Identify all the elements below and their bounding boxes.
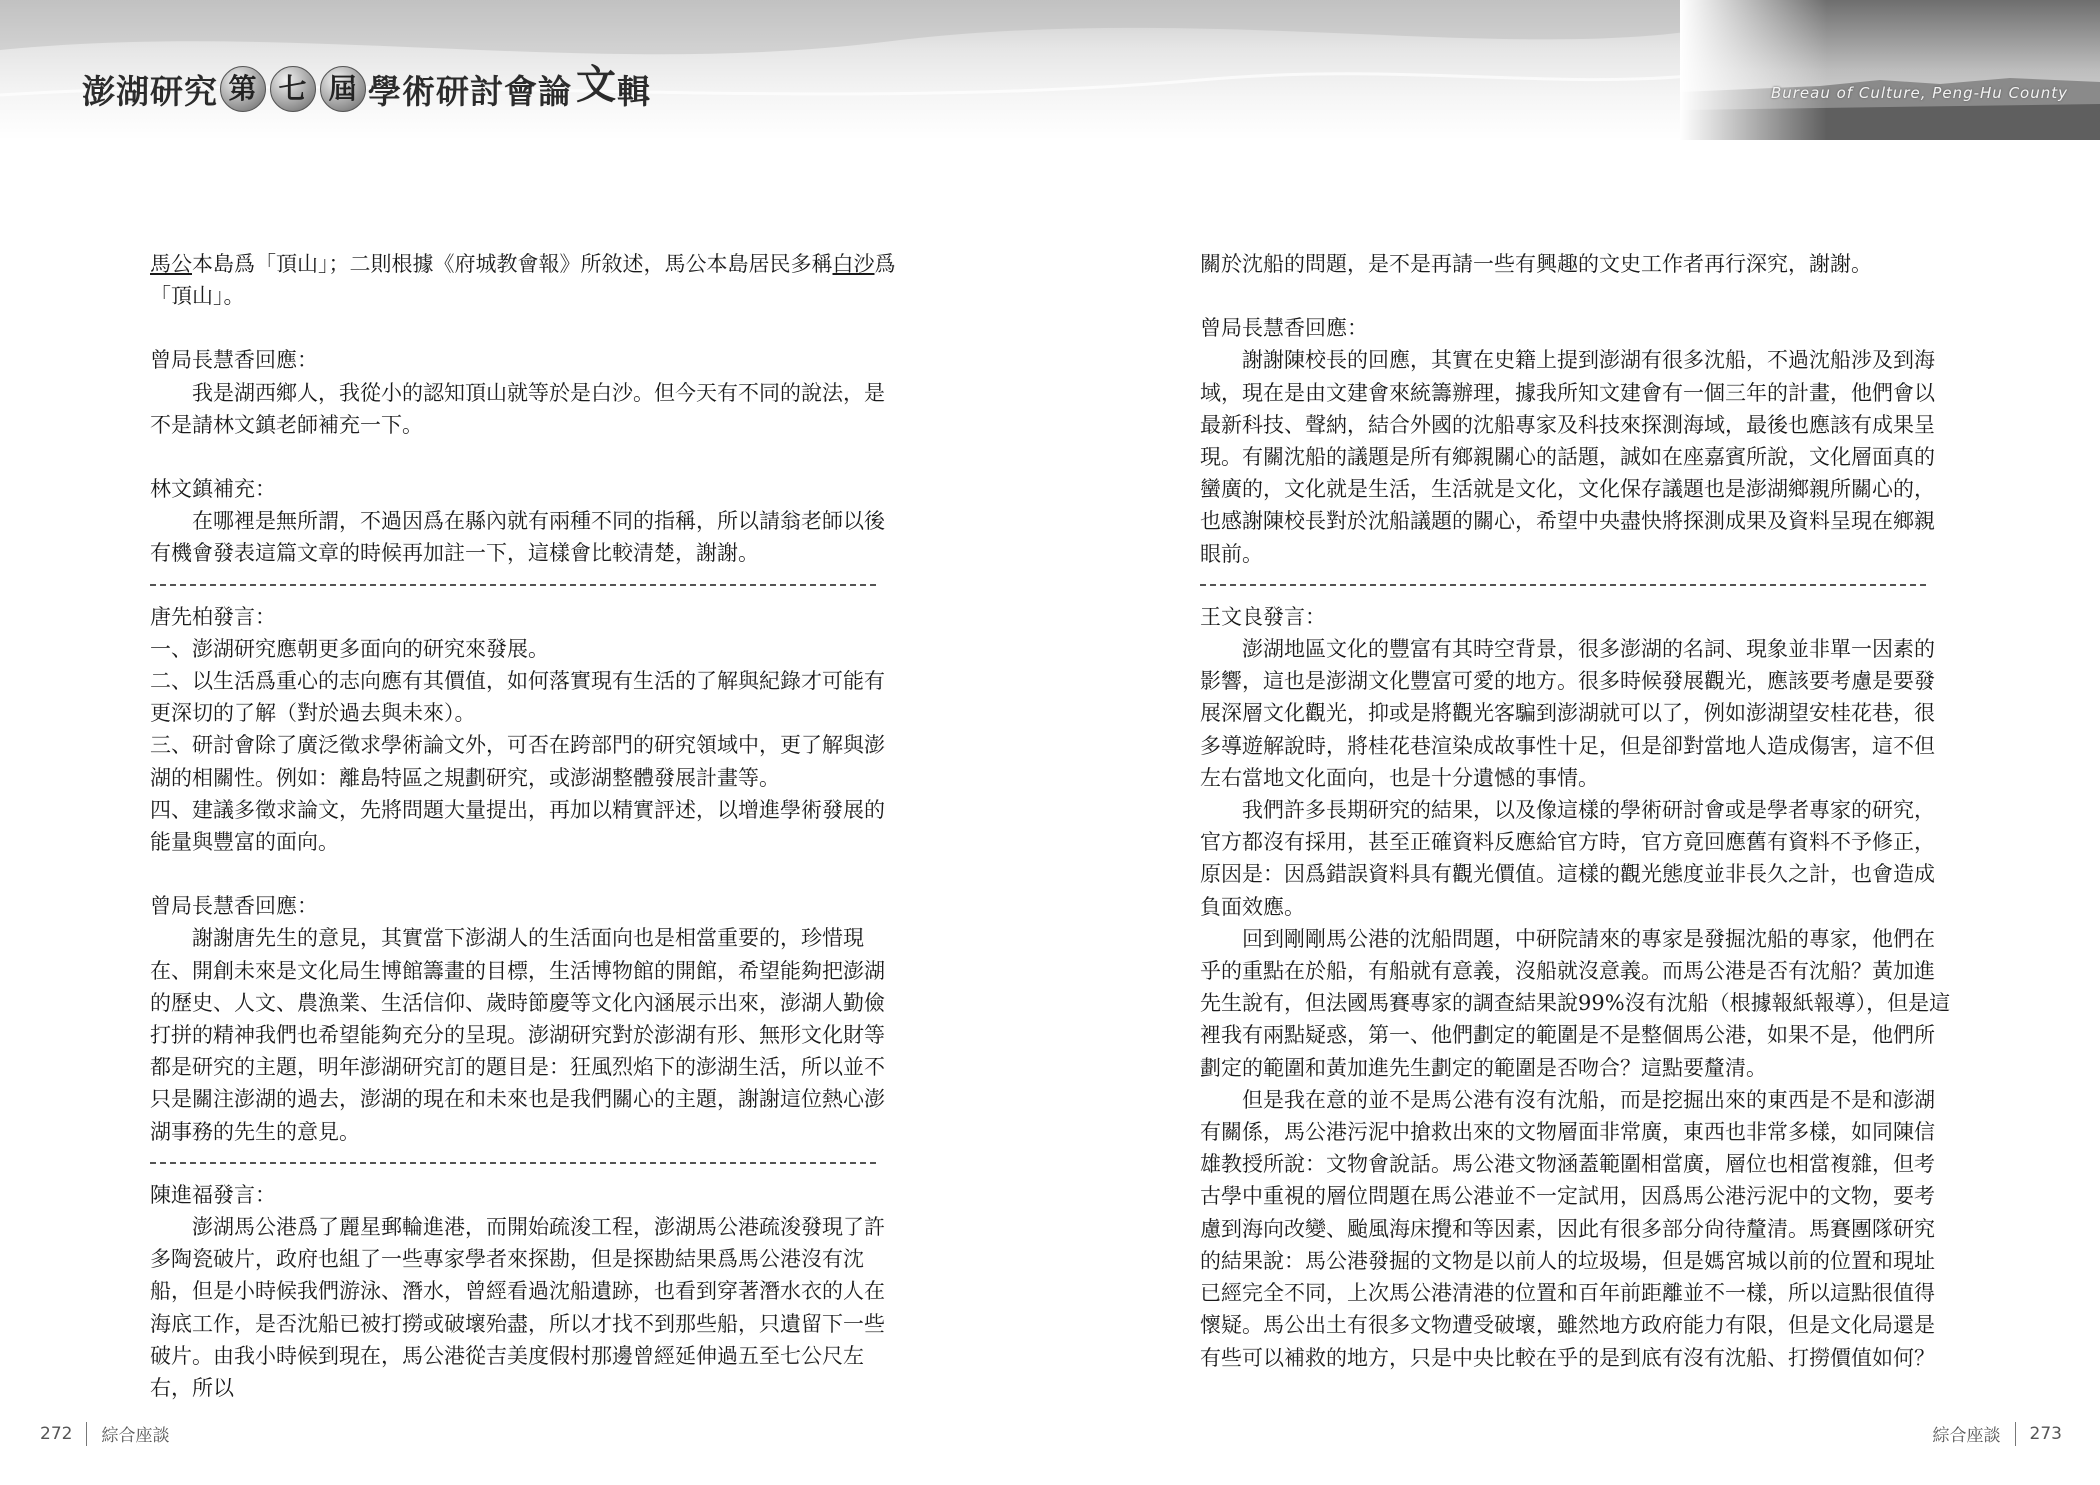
footer-divider [86, 1422, 87, 1446]
speaker-heading: 陳進福發言： [150, 1182, 276, 1207]
section-label: 綜合座談 [1932, 1426, 2001, 1446]
paragraph: 謝謝唐先生的意見，其實當下澎湖人的生活面向也是相當重要的，珍惜現在、開創未來是文化局生博館籌畫的目標，生活博物館的開館，希望能夠把澎湖的歷史、人文、農漁業、生活信仰、歲時節慶等文化內涵展示出來，澎湖人勤儉打拼的精神我們也希望能夠充分的呈現。澎湖研究對於澎湖有形、無形文化財等都是研究的主題，明年澎湖研究訂的題目是：狂風烈焰下的澎湖生活，所以並不只是關注澎湖的過去，澎湖的現在和未來也是我們關心的主題，謝謝這位熱心澎湖事務的先生的意見。 [150, 926, 885, 1144]
footer-left [40, 1421, 169, 1446]
title-prefix: 澎湖研究 [82, 71, 218, 111]
paragraph: 關於沈船的問題，是不是再請一些有興趣的文史工作者再行深究，謝謝。 [1200, 252, 1872, 276]
paragraph: 謝謝陳校長的回應，其實在史籍上提到澎湖有很多沈船，不過沈船涉及到海域，現在是由文建會來統籌辦理，據我所知文建會有一個三年的計畫，他們會以最新科技、聲納，結合外國的沈船專家及科技來探測海域，最後也應該有成果呈現。有關沈船的議題是所有鄉親關心的話題，誠如在座嘉賓所說，文化層面真的蠻廣的，文化就是生活，生活就是文化，文化保存議題也是澎湖鄉親所關心的，也感謝陳校長對於沈船議題的關心，希望中央盡快將探測成果及資料呈現在鄉親眼前。 [1200, 348, 1935, 566]
footer-divider [2015, 1422, 2016, 1446]
speaker-heading: 曾局長慧香回應： [150, 894, 318, 919]
left-page-body [150, 248, 902, 1404]
list-item: 三、研討會除了廣泛徵求學術論文外，可否在跨部門的研究領域中，更了解與澎湖的相關性。例如：離島特區之規劃研究，或澎湖整體發展計畫等。 [150, 733, 885, 790]
footer-right [1933, 1421, 2062, 1446]
title-badge-qi: 七 [270, 66, 316, 112]
title-end-ji: 輯 [617, 71, 651, 111]
series-title [82, 61, 651, 114]
title-end-wen: 文 [576, 61, 617, 108]
right-page-body [1200, 248, 1952, 1374]
paragraph: 澎湖馬公港爲了麗星郵輪進港，而開始疏浚工程，澎湖馬公港疏浚發現了許多陶瓷破片，政府也組了一些專家學者來探勘，但是探勘結果爲馬公港沒有沈船，但是小時候我們游泳、潛水，曾經看過沈船遺跡，也看到穿著潛水衣的人在海底工作，是否沈船已被打撈或破壞殆盡，所以才找不到那些船，只遺留下一些破片。由我小時候到現在，馬公港從吉美度假村那邊曾經延伸過五至七公尺左右，所以 [150, 1215, 885, 1401]
dashed-divider [150, 584, 876, 586]
speaker-heading: 曾局長慧香回應： [150, 348, 318, 373]
page-number: 272 [40, 1423, 73, 1444]
paragraph: 馬公本島爲「頂山」；二則根據《府城教會報》所敘述，馬公本島居民多稱白沙爲 [150, 252, 896, 276]
underlined-place: 白沙 [832, 252, 875, 276]
bureau-caption: Bureau of Culture, Peng-Hu County [1770, 84, 2068, 102]
header-landscape-photo [1680, 0, 2100, 140]
speaker-heading: 曾局長慧香回應： [1200, 316, 1368, 341]
list-item: 二、以生活爲重心的志向應有其價值，如何落實現有生活的了解與紀錄才可能有更深切的了解（對於過去與未來）。 [150, 669, 885, 726]
page-number: 273 [2029, 1423, 2062, 1444]
underlined-place: 馬公 [150, 252, 192, 276]
list-item: 一、澎湖研究應朝更多面向的研究來發展。 [150, 636, 549, 661]
section-label: 綜合座談 [101, 1426, 170, 1446]
paragraph: 我們許多長期研究的結果，以及像這樣的學術研討會或是學者專家的研究，官方都沒有採用，甚至正確資料反應給官方時，官方竟回應舊有資料不予修正，原因是：因爲錯誤資料具有觀光價值。這樣的觀光態度並非長久之計，也會造成負面效應。 [1200, 798, 1935, 919]
paragraph: 回到剛剛馬公港的沈船問題，中研院請來的專家是發掘沈船的專家，他們在乎的重點在於船，有船就有意義，沒船就沒意義。而馬公港是否有沈船？黃加進先生說有，但法國馬賽專家的調查結果說99%沒有沈船（根據報紙報導），但是這裡我有兩點疑惑，第一、他們劃定的範圍是不是整個馬公港，如果不是，他們所劃定的範圍和黃加進先生劃定的範圍是否吻合？這點要釐清。 [1200, 926, 1951, 1080]
title-badge-jie: 屆 [320, 66, 366, 112]
speaker-heading: 林文鎮補充： [150, 477, 276, 502]
title-end-lun: 論 [538, 71, 572, 111]
speaker-heading: 王文良發言： [1200, 604, 1326, 629]
paragraph: 澎湖地區文化的豐富有其時空背景，很多澎湖的名詞、現象並非單一因素的影響，這也是澎湖文化豐富可愛的地方。很多時候發展觀光，應該要考慮是要發展深層文化觀光，抑或是將觀光客騙到澎湖就可以了，例如澎湖望安桂花巷，很多導遊解說時，將桂花巷渲染成故事性十足，但是卻對當地人造成傷害，這不但左右當地文化面向，也是十分遺憾的事情。 [1200, 637, 1935, 790]
paragraph: 但是我在意的並不是馬公港有沒有沈船，而是挖掘出來的東西是不是和澎湖有關係，馬公港污泥中搶救出來的文物層面非常廣，東西也非常多樣，如同陳信雄教授所說：文物會說話。馬公港文物涵蓋範圍相當廣，層位也相當複雜，但考古學中重視的層位問題在馬公港並不一定試用，因爲馬公港污泥中的文物，要考慮到海向改變、颱風海床攪和等因素，因此有很多部分尙待釐清。馬賽團隊研究的結果說：馬公港發掘的文物是以前人的垃圾場，但是媽宮城以前的位置和現址已經完全不同，上次馬公港清港的位置和百年前距離並不一樣，所以這點很值得懷疑。馬公出土有很多文物遭受破壞，雖然地方政府能力有限，但是文化局還是有些可以補救的地方，只是中央比較在乎的是到底有沒有沈船、打撈價值如何？ [1200, 1087, 1935, 1370]
paragraph: 我是湖西鄉人，我從小的認知頂山就等於是白沙。但今天有不同的說法，是不是請林文鎮老師補充一下。 [150, 380, 885, 437]
title-mid: 學術研討會 [368, 71, 538, 111]
dashed-divider [150, 1162, 876, 1164]
speaker-heading: 唐先柏發言： [150, 604, 276, 629]
list-item: 四、建議多徵求論文，先將問題大量提出，再加以精實評述，以增進學術發展的能量與豐富的面向。 [150, 797, 885, 855]
paragraph: 「頂山」。 [150, 284, 245, 309]
paragraph: 在哪裡是無所謂，不過因爲在縣內就有兩種不同的指稱，所以請翁老師以後有機會發表這篇文章的時候再加註一下，這樣會比較清楚，謝謝。 [150, 509, 885, 566]
dashed-divider [1200, 584, 1926, 586]
title-badge-di: 第 [220, 66, 266, 112]
